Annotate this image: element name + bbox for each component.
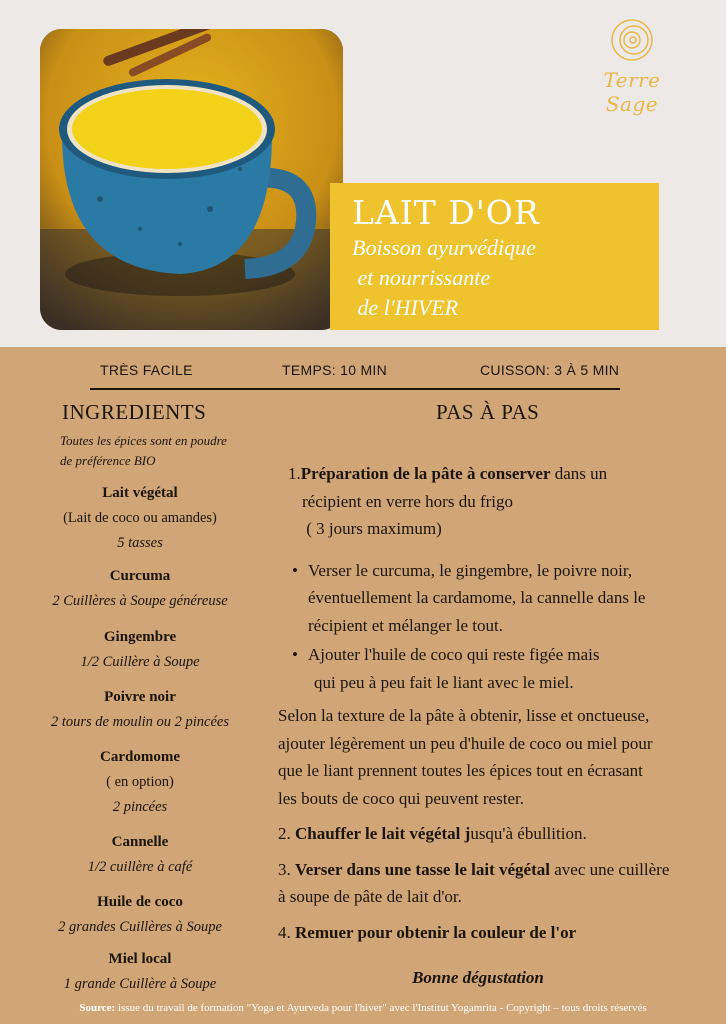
step-title: Remuer pour obtenir la couleur de l'or <box>295 922 577 942</box>
step-text: dans un <box>550 464 608 483</box>
footer-source <box>0 1002 726 1014</box>
ingredient-item <box>20 890 260 940</box>
ingredient-name: Curcuma <box>109 568 171 584</box>
bullet-text: • Ajouter l'huile de coco qui reste figée mais <box>308 645 600 664</box>
ingredient-qty: 2 grandes Cuillères à Soupe <box>58 919 222 935</box>
step-title: Chauffer le lait végétal j <box>295 824 471 843</box>
steps-heading: PAS À PAS <box>436 400 540 424</box>
step-1 <box>278 460 708 543</box>
ingredient-qty: 1/2 Cuillère à Soupe <box>80 654 200 670</box>
step-text: récipient en verre hors du frigo <box>302 491 513 511</box>
ingredients-note-2: de préférence BIO <box>60 453 156 468</box>
bullet-text: qui peu à peu fait le liant avec le miel. <box>314 672 574 692</box>
step-title: Verser dans une tasse le lait végétal <box>295 859 550 879</box>
ingredient-qty: 1 grande Cuillère à Soupe <box>63 976 217 992</box>
step-number: 4. <box>278 922 291 942</box>
cooking-label: CUISSON: 3 À 5 MIN <box>480 362 620 378</box>
title-box <box>330 183 659 330</box>
step-text: avec une cuillère <box>549 859 670 879</box>
paragraph <box>278 702 708 812</box>
ingredient-item <box>20 745 260 820</box>
step-4 <box>278 919 708 947</box>
ingredient-name: Cardomome <box>100 749 180 765</box>
golden-milk-photo <box>40 29 343 330</box>
difficulty-label: TRÈS FACILE <box>100 362 193 378</box>
bullet-item <box>278 557 708 640</box>
step-title: Préparation de la pâte à conserver <box>300 464 551 483</box>
ingredient-name: Gingembre <box>103 629 177 645</box>
source-text: issue du travail de formation "Yoga et Ayurveda pour l'hiver" avec l'Institut Yogamrita - Copyright – tous droits réservés <box>115 1002 647 1014</box>
ingredient-item <box>20 564 260 614</box>
step-3 <box>278 856 708 911</box>
ingredient-detail: (Lait de coco ou amandes) <box>63 510 217 526</box>
ingredient-name: Poivre noir <box>104 689 176 705</box>
ingredient-name: Cannelle <box>111 834 169 850</box>
brand-name: Terre Sage <box>603 68 661 116</box>
step-number: 1. <box>288 464 301 483</box>
bullet-text: éventuellement la cardamome, la cannelle dans le <box>308 588 646 607</box>
bullet-item <box>278 641 708 696</box>
recipe-subtitle: Boisson ayurvédique et nourrissante de l'HIVER <box>352 235 536 320</box>
ingredient-qty: 2 pincées <box>112 799 168 815</box>
ingredients-note-1: Toutes les épices sont en poudre <box>60 433 227 448</box>
bullet-text: • Verser le curcuma, le gingembre, le poivre noir, <box>308 560 633 580</box>
ingredient-item <box>20 625 260 675</box>
ingredient-name: Huile de coco <box>97 894 183 910</box>
ingredients-column <box>20 400 260 997</box>
time-label: TEMPS: 10 MIN <box>282 362 388 378</box>
ingredient-name: Miel local <box>108 951 172 967</box>
recipe-title: LAIT D'OR <box>352 193 540 232</box>
closing-text: Bonne dégustation <box>412 968 544 987</box>
ingredient-item <box>20 947 260 997</box>
ingredient-item <box>20 481 260 556</box>
steps-column <box>278 400 708 992</box>
step-text: ( 3 jours maximum) <box>302 519 442 538</box>
spiral-icon <box>580 18 690 68</box>
ingredient-name: Lait végétal <box>102 485 178 501</box>
step-text: à soupe de pâte de lait d'or. <box>278 887 462 906</box>
ingredient-item <box>20 685 260 735</box>
ingredient-item <box>20 830 260 880</box>
source-label: Source: <box>79 1002 116 1014</box>
ingredient-qty: 5 tasses <box>117 535 163 551</box>
step-number: 3. <box>278 859 291 879</box>
ingredient-qty: 1/2 cuillère à café <box>87 859 193 875</box>
paragraph-line: Selon la texture de la pâte à obtenir, lisse et onctueuse, <box>278 706 650 725</box>
terre-sage-logo <box>580 18 690 116</box>
paragraph-line: les bouts de coco qui peuvent rester. <box>278 788 524 808</box>
paragraph-line: que le liant prennent toutes les épices tout en écrasant <box>278 761 643 780</box>
paragraph-line: ajouter légèrement un peu d'huile de coco ou miel pour <box>278 733 653 753</box>
bullet-text: récipient et mélanger le tout. <box>308 615 503 635</box>
step-2 <box>278 820 708 848</box>
ingredient-qty: 2 tours de moulin ou 2 pincées <box>50 714 229 730</box>
ingredient-list <box>20 481 260 997</box>
divider <box>90 388 620 390</box>
step-number: 2. <box>278 824 291 843</box>
ingredient-qty: 2 Cuillères à Soupe généreuse <box>52 593 228 609</box>
ingredients-heading: INGREDIENTS <box>62 400 207 424</box>
ingredient-detail: ( en option) <box>106 774 174 790</box>
step-text: usqu'à ébullition. <box>470 824 587 843</box>
